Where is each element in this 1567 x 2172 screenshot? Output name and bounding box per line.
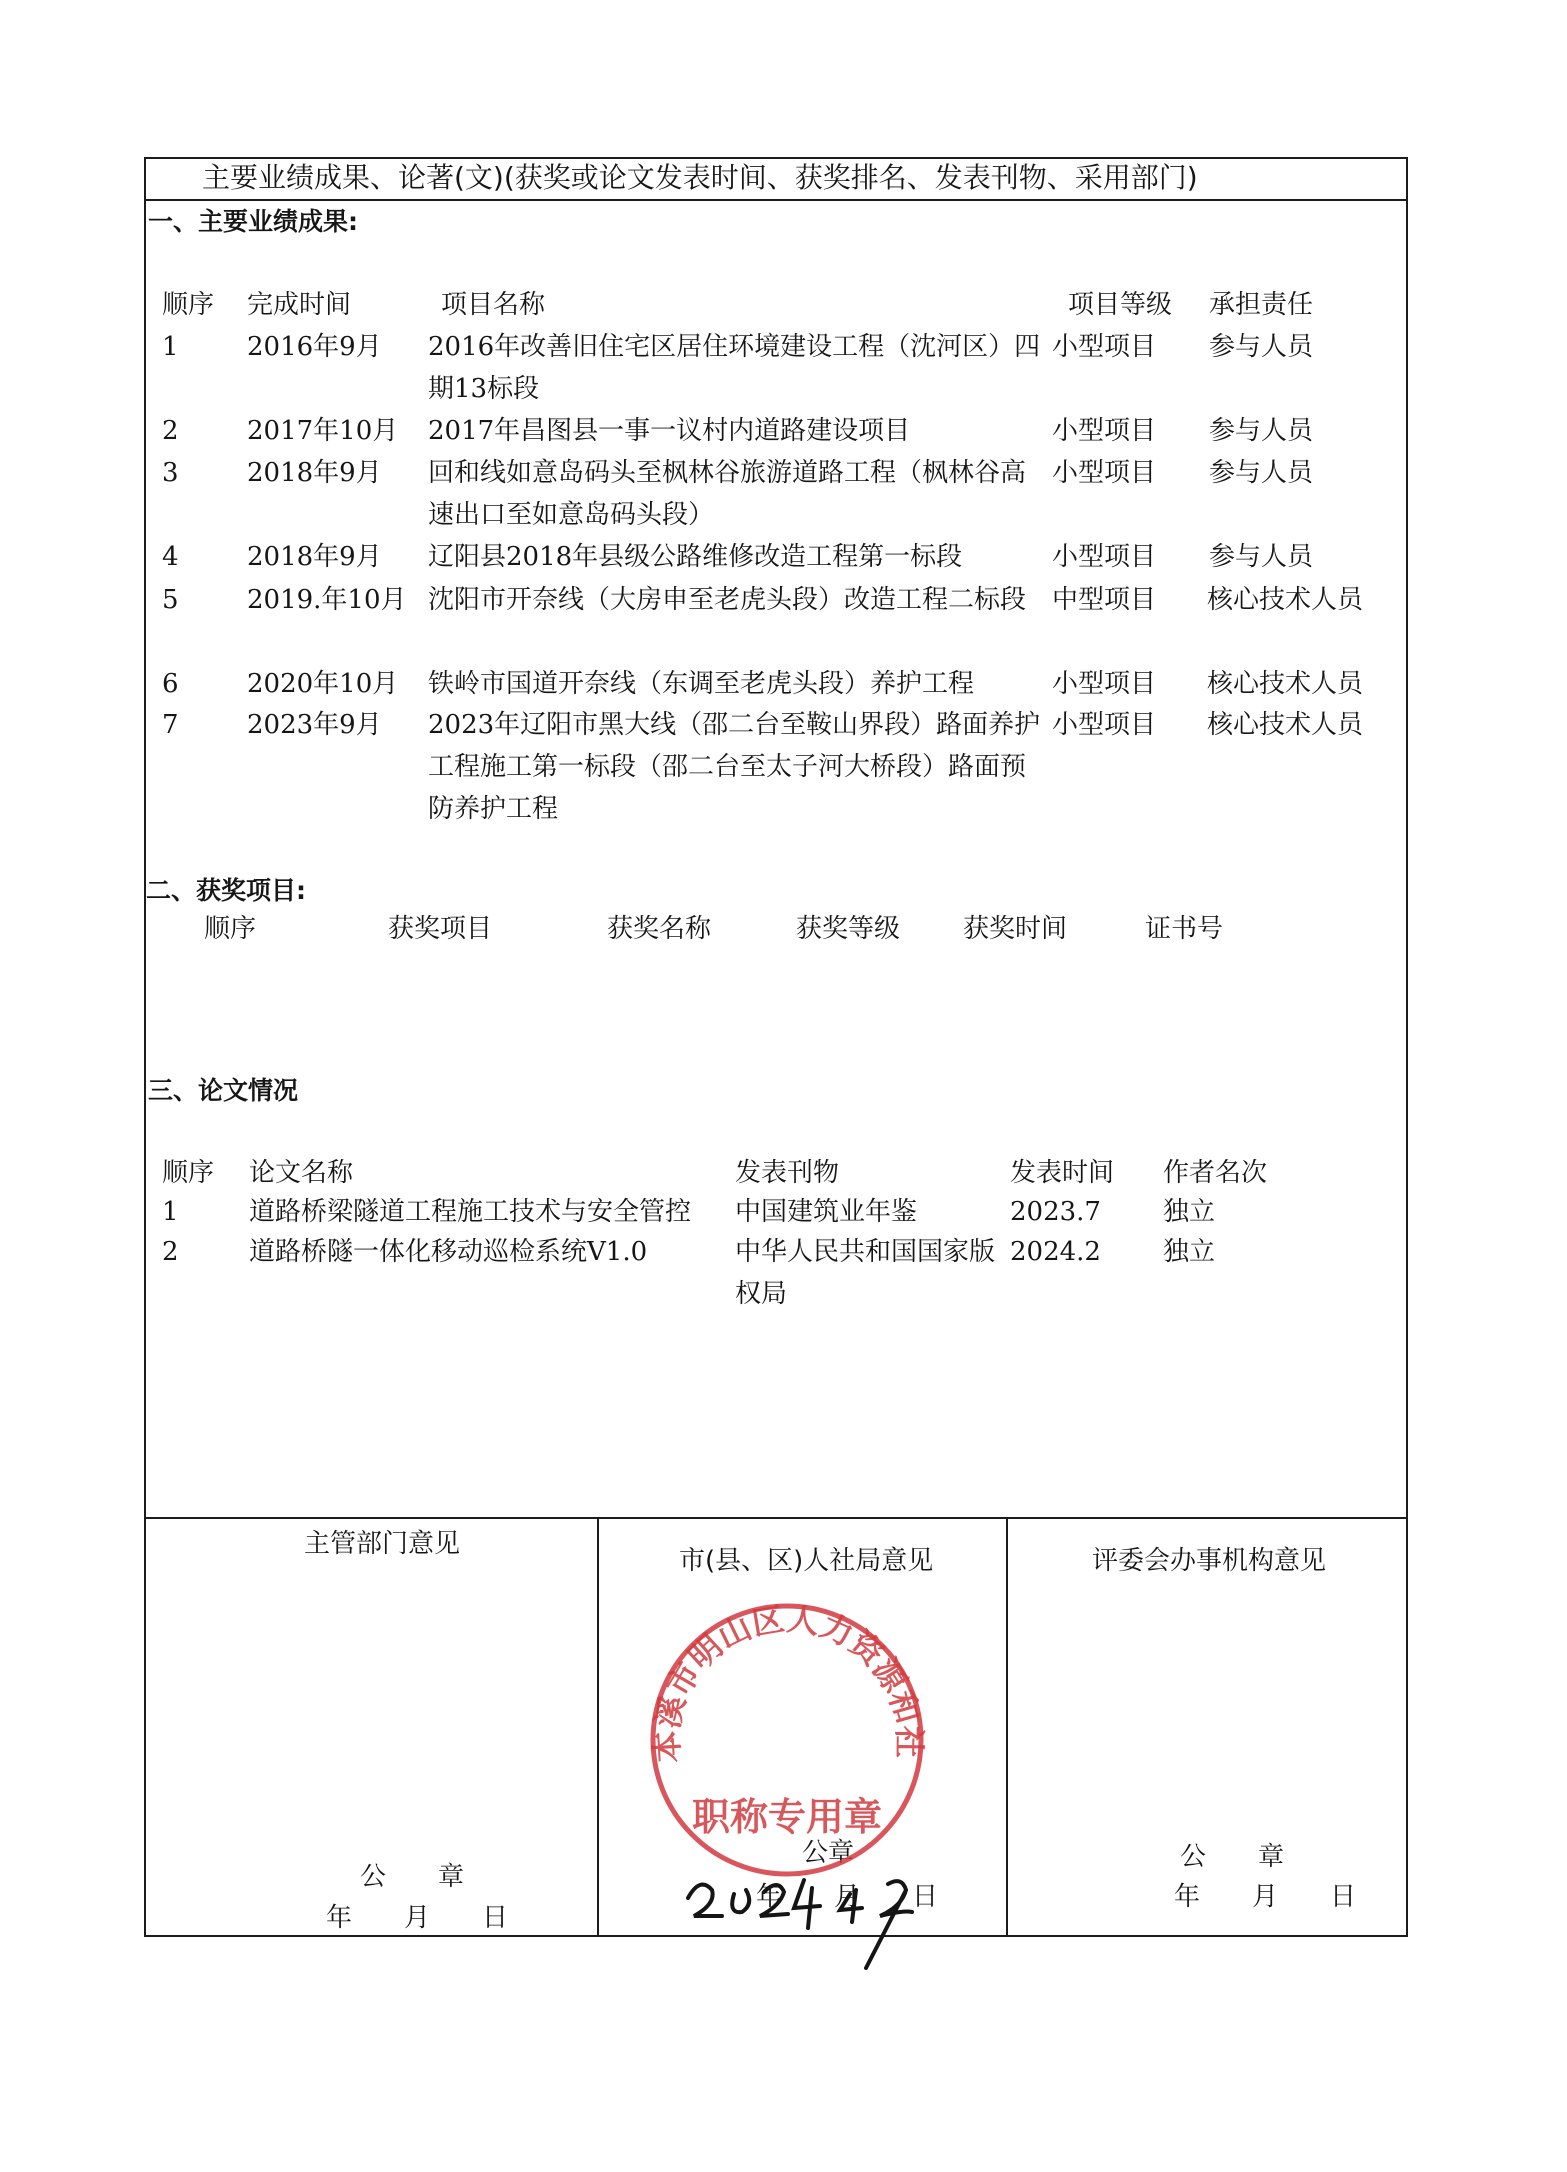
- row-name: 铁岭市国道开奈线（东调至老虎头段）养护工程: [428, 669, 975, 699]
- paper-header-time: 发表时间: [1010, 1158, 1115, 1188]
- award-header-seq: 顺序: [204, 914, 257, 944]
- paper-time: 2023.7: [1010, 1197, 1101, 1227]
- paper-seq: 2: [162, 1237, 179, 1267]
- title-divider: [144, 199, 1408, 201]
- row-name: 2016年改善旧住宅区居住环境建设工程（沈河区）四期13标段: [428, 332, 1041, 404]
- opinion-date-committee: 年 月 日: [1174, 1882, 1357, 1912]
- opinion-title-committee: 评委会办事机构意见: [1092, 1546, 1327, 1576]
- row-name: 回和线如意岛码头至枫林谷旅游道路工程（枫林谷高速出口至如意岛码头段）: [428, 458, 1027, 530]
- row-level: 小型项目: [1052, 710, 1157, 740]
- row-seq: 3: [162, 458, 179, 488]
- row-seq: 4: [162, 542, 179, 572]
- row-level: 小型项目: [1052, 458, 1157, 488]
- opinion-seal-committee: 公 章: [1180, 1842, 1285, 1872]
- seal-center-text: 职称专用章: [691, 1795, 883, 1839]
- opinion-col-divider-2: [1006, 1517, 1008, 1937]
- row-role: 参与人员: [1209, 416, 1314, 446]
- paper-journal: 中国建筑业年鉴: [735, 1197, 918, 1227]
- paper-seq: 1: [162, 1197, 179, 1227]
- row-level: 小型项目: [1052, 332, 1157, 362]
- seal-graphic: [632, 1590, 942, 1890]
- row-level: 小型项目: [1052, 416, 1157, 446]
- row-time: 2019.年10月: [247, 585, 407, 615]
- official-seal: [632, 1590, 942, 1890]
- opinion-title-hrss: 市(县、区)人社局意见: [679, 1546, 934, 1576]
- paper-header-name: 论文名称: [249, 1158, 354, 1188]
- row-time: 2018年9月: [247, 458, 382, 488]
- award-header-project: 获奖项目: [388, 914, 493, 944]
- opinion-title-department: 主管部门意见: [304, 1529, 461, 1559]
- form-title: 主要业绩成果、论著(文)(获奖或论文发表时间、获奖排名、发表刊物、采用部门): [202, 161, 1198, 194]
- award-header-time: 获奖时间: [963, 914, 1068, 944]
- row-name: 沈阳市开奈线（大房申至老虎头段）改造工程二标段: [428, 585, 1027, 615]
- row-level: 中型项目: [1052, 585, 1157, 615]
- row-role: 核心技术人员: [1207, 585, 1364, 615]
- paper-author: 独立: [1163, 1197, 1216, 1227]
- paper-time: 2024.2: [1010, 1237, 1101, 1267]
- col-header-role: 承担责任: [1209, 290, 1314, 320]
- row-seq: 7: [162, 710, 179, 740]
- col-header-seq: 顺序: [162, 290, 215, 320]
- section-2-heading: 二、获奖项目:: [146, 876, 306, 905]
- award-header-level: 获奖等级: [796, 914, 901, 944]
- col-header-name: 项目名称: [441, 290, 546, 320]
- row-seq: 2: [162, 416, 179, 446]
- section-3-heading: 三、论文情况: [148, 1076, 299, 1105]
- paper-name: 道路桥梁隧道工程施工技术与安全管控: [249, 1197, 692, 1227]
- opinion-seal-hrss: 公章: [802, 1838, 855, 1868]
- row-role: 核心技术人员: [1207, 669, 1364, 699]
- opinion-date-hrss: 年 月 日: [756, 1882, 939, 1912]
- col-header-time: 完成时间: [247, 290, 352, 320]
- row-role: 参与人员: [1209, 332, 1314, 362]
- handwritten-signature: [680, 1850, 940, 1970]
- row-role: 参与人员: [1209, 542, 1314, 572]
- row-level: 小型项目: [1052, 542, 1157, 572]
- row-seq: 6: [162, 669, 179, 699]
- row-role: 核心技术人员: [1207, 710, 1364, 740]
- opinion-col-divider-1: [597, 1517, 599, 1937]
- row-seq: 1: [162, 332, 179, 362]
- opinion-date-department: 年 月 日: [326, 1903, 509, 1933]
- paper-journal: 中华人民共和国国家版权局: [735, 1237, 996, 1309]
- seal-ring-text: 本溪市明山区人力资源和社: [647, 1599, 929, 1764]
- row-time: 2020年10月: [247, 669, 399, 699]
- row-name: 辽阳县2018年县级公路维修改造工程第一标段: [428, 542, 963, 572]
- col-header-level: 项目等级: [1068, 290, 1173, 320]
- award-header-name: 获奖名称: [607, 914, 712, 944]
- row-seq: 5: [162, 585, 179, 615]
- row-time: 2023年9月: [247, 710, 382, 740]
- opinion-seal-department: 公 章: [360, 1862, 465, 1892]
- paper-header-author: 作者名次: [1163, 1158, 1268, 1188]
- opinion-divider: [144, 1517, 1408, 1519]
- paper-author: 独立: [1163, 1237, 1216, 1267]
- award-header-cert: 证书号: [1145, 914, 1224, 944]
- row-level: 小型项目: [1052, 669, 1157, 699]
- row-name: 2017年昌图县一事一议村内道路建设项目: [428, 416, 911, 446]
- paper-header-seq: 顺序: [162, 1158, 215, 1188]
- row-time: 2016年9月: [247, 332, 382, 362]
- row-role: 参与人员: [1209, 458, 1314, 488]
- paper-header-journal: 发表刊物: [735, 1158, 840, 1188]
- row-name: 2023年辽阳市黑大线（邵二台至鞍山界段）路面养护工程施工第一标段（邵二台至太子河大桥段）路面预防养护工程: [428, 710, 1041, 824]
- signature-graphic: [680, 1850, 940, 1970]
- section-1-heading: 一、主要业绩成果:: [148, 207, 358, 236]
- row-time: 2017年10月: [247, 416, 399, 446]
- paper-name: 道路桥隧一体化移动巡检系统V1.0: [249, 1237, 648, 1267]
- svg-text:本溪市明山区人力资源和社会保障局: [632, 1590, 928, 1764]
- row-time: 2018年9月: [247, 542, 382, 572]
